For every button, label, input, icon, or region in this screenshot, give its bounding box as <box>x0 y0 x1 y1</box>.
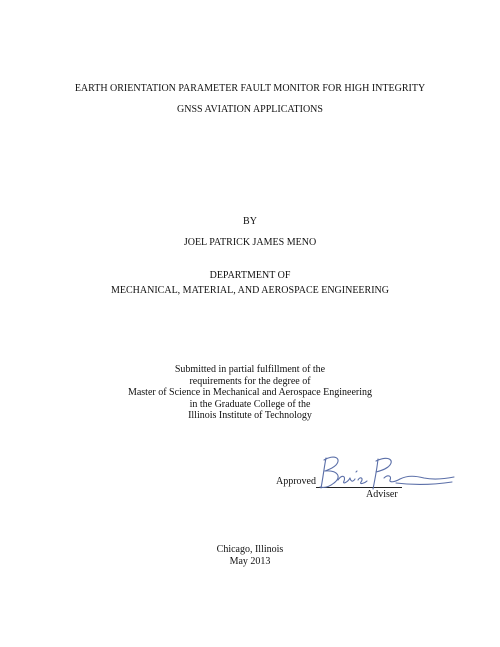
author-name: JOEL PATRICK JAMES MENO <box>183 237 317 248</box>
adviser-label: Adviser <box>366 489 398 500</box>
date: May 2013 <box>229 556 271 567</box>
thesis-title-line-2: GNSS AVIATION APPLICATIONS <box>177 104 323 115</box>
submission-line: Master of Science in Mechanical and Aerospace Engineering <box>127 387 373 399</box>
submission-line: in the Graduate College of the <box>189 398 311 410</box>
city: Chicago, Illinois <box>216 544 284 555</box>
department-name: MECHANICAL, MATERIAL, AND AEROSPACE ENGINEERING <box>111 285 389 296</box>
submission-line: Submitted in partial fulfillment of the <box>174 364 326 375</box>
place-and-date <box>0 544 500 568</box>
thesis-title-line-1: EARTH ORIENTATION PARAMETER FAULT MONITOR FOR HIGH INTEGRITY <box>74 83 426 94</box>
submission-line: Illinois Institute of Technology <box>188 410 312 422</box>
approved-label: Approved <box>276 476 316 487</box>
signature-strokes <box>320 457 454 489</box>
submission-line: requirements for the degree of <box>189 375 311 387</box>
submission-statement <box>0 364 500 422</box>
department-label: DEPARTMENT OF <box>209 270 291 281</box>
by-label: BY <box>243 216 257 227</box>
